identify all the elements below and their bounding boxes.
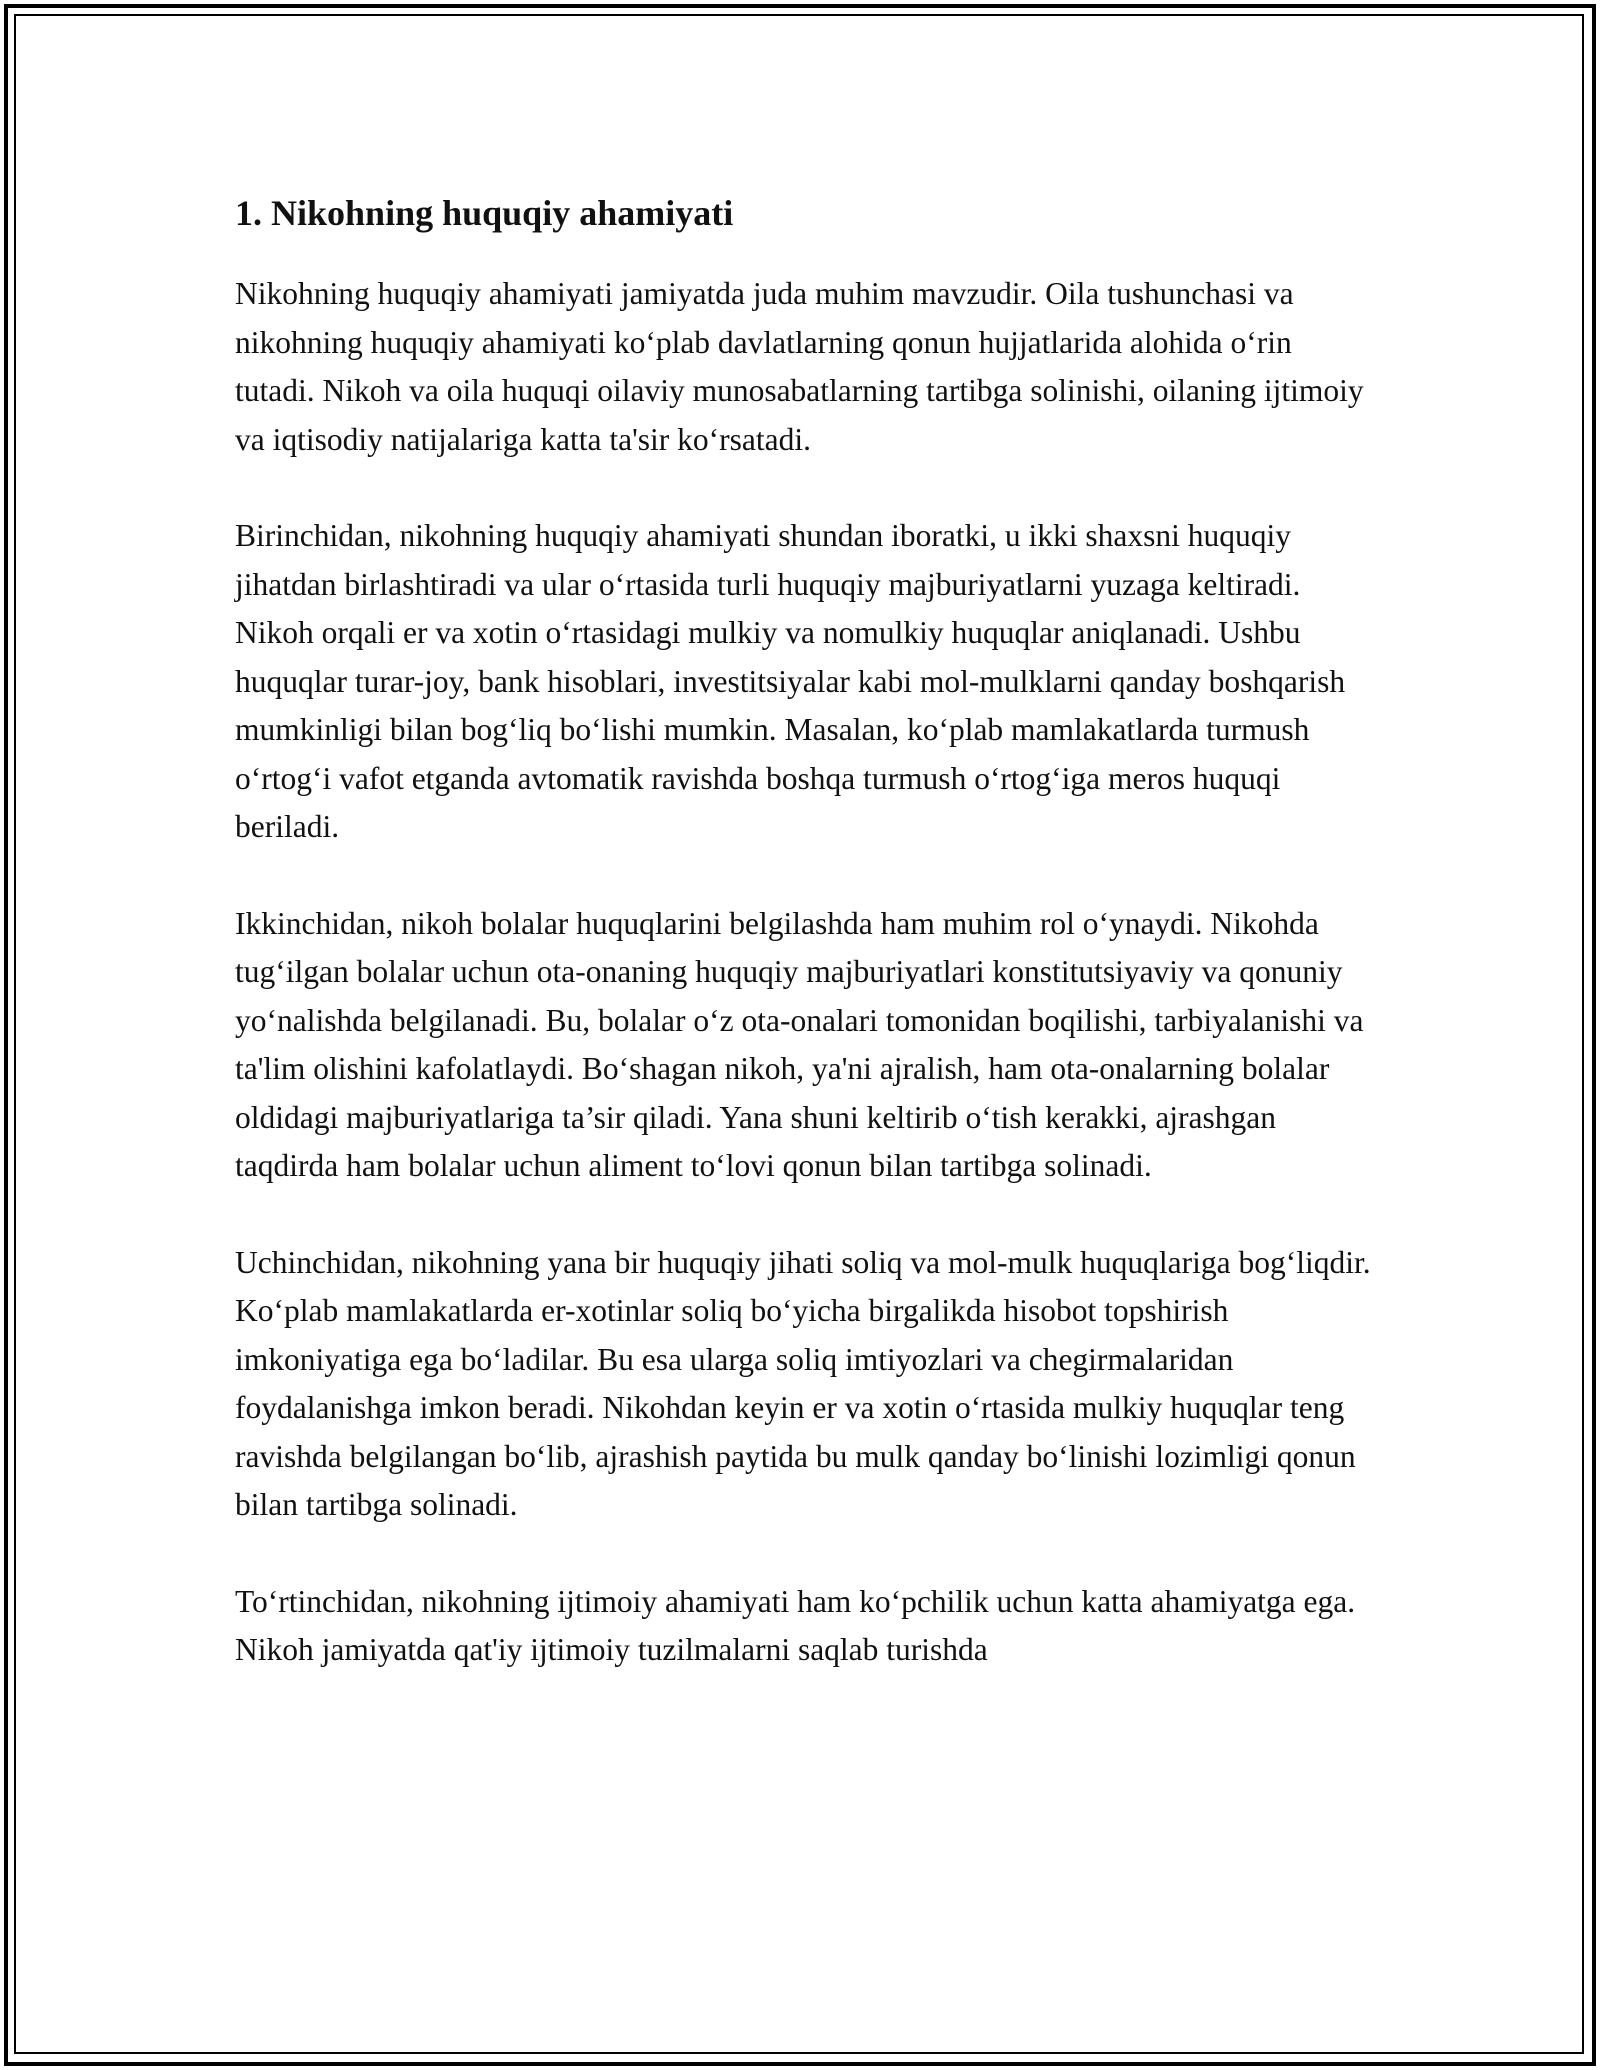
document-body (235, 186, 1375, 1723)
paragraph-intro: Nikohning huquqiy ahamiyati jamiyatda juda muhim mavzudir. Oila tushunchasi va nikohning huquqiy ahamiyati ko‘plab davlatlarning qonun hujjatlarida alohida o‘rin tutadi. Nikoh va oila huquqi oilaviy munosabatlarning tartibga solinishi, oilaning ijtimoiy va iqtisodiy natijalariga katta ta'sir ko‘rsatadi. (235, 276, 1364, 457)
paragraph-first: Birinchidan, nikohning huquqiy ahamiyati shundan iboratki, u ikki shaxsni huquqiy jihatdan birlashtiradi va ular o‘rtasida turli huquqiy majburiyatlarni yuzaga keltiradi. Nikoh orqali er va xotin o‘rtasidagi mulkiy va nomulkiy huquqlar aniqlanadi. Ushbu huquqlar turar-joy, bank hisoblari, investitsiyalar kabi mol-mulklarni qanday boshqarish mumkinligi bilan bog‘liq bo‘lishi mumkin. Masalan, ko‘plab mamlakatlarda turmush o‘rtog‘i vafot etganda avtomatik ravishda boshqa turmush o‘rtog‘iga meros huquqi beriladi. (235, 518, 1346, 844)
paragraph-second: Ikkinchidan, nikoh bolalar huquqlarini belgilashda ham muhim rol o‘ynaydi. Nikohda tug‘ilgan bolalar uchun ota-onaning huquqiy majburiyatlari konstitutsiyaviy va qonuniy yo‘nalishda belgilanadi. Bu, bolalar o‘z ota-onalari tomonidan boqilishi, tarbiyalanishi va ta'lim olishini kafolatlaydi. Bo‘shagan nikoh, ya'ni ajralish, ham ota-onalarning bolalar oldidagi majburiyatlariga ta’sir qiladi. Yana shuni keltirib o‘tish kerakki, ajrashgan taqdirda ham bolalar uchun aliment to‘lovi qonun bilan tartibga solinadi. (235, 905, 1364, 1183)
paragraph-fourth: To‘rtinchidan, nikohning ijtimoiy ahamiyati ham ko‘pchilik uchun katta ahamiyatga ega. Nikoh jamiyatda qat'iy ijtimoiy tuzilmalarni saqlab turishda (235, 1583, 1356, 1667)
paragraph-third: Uchinchidan, nikohning yana bir huquqiy jihati soliq va mol-mulk huquqlariga bog‘liqdir. Ko‘plab mamlakatlarda er-xotinlar soliq bo‘yicha birgalikda hisobot topshirish imkoniyatiga ega bo‘ladilar. Bu esa ularga soliq imtiyozlari va chegirmalaridan foydalanishga imkon beradi. Nikohdan keyin er va xotin o‘rtasida mulkiy huquqlar teng ravishda belgilangan bo‘lib, ajrashish paytida bu mulk qanday bo‘linishi lozimligi qonun bilan tartibga solinadi. (235, 1244, 1371, 1522)
section-heading: 1. Nikohning huquqiy ahamiyati (235, 193, 734, 233)
